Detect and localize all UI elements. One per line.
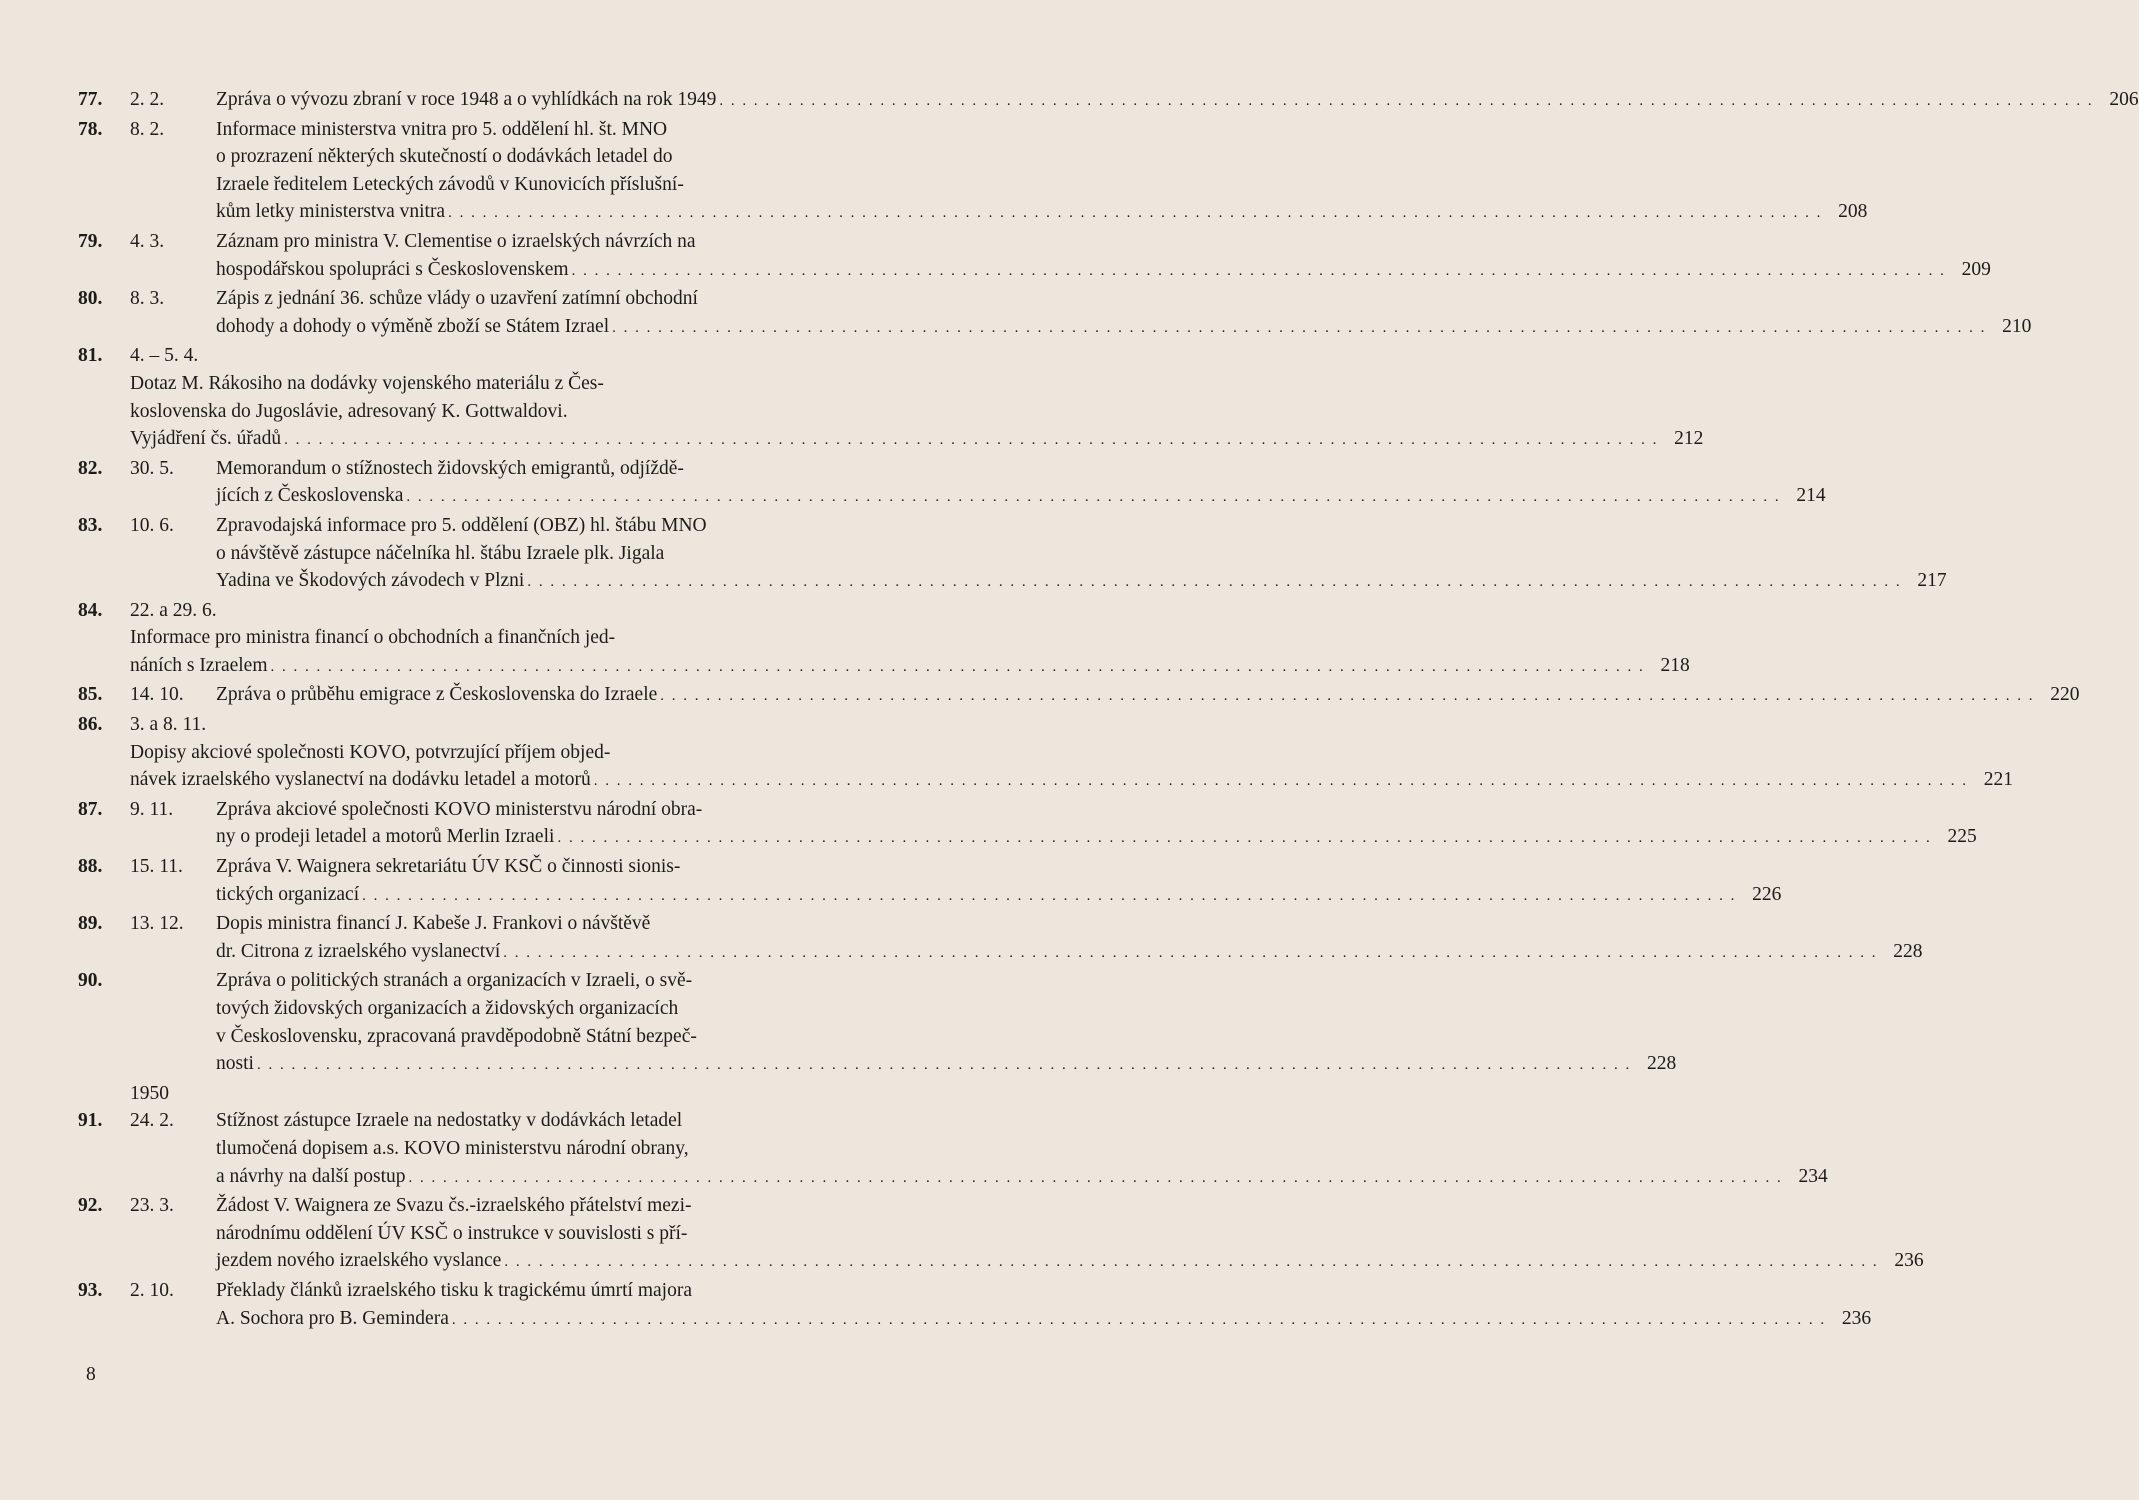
entry-page-number: 217 [1917,570,1947,592]
entry-number: 81. [78,345,103,367]
entry-title-last-line [216,482,1826,512]
toc-entry [78,910,1923,967]
toc-entry [78,342,1704,454]
entry-page-number: 228 [1646,1053,1677,1075]
entry-date: 3. a 8. 11. [130,714,207,736]
entry-page-number: 234 [1798,1165,1828,1187]
entry-title-line: nosti [216,1053,254,1075]
entry-date: 10. 6. [130,514,174,536]
entry-page-number: 209 [1961,258,1991,280]
entry-number: 87. [78,798,103,820]
entry-title-last-line [216,86,2139,116]
entry-page-number: 210 [2002,315,2032,337]
entry-date: 30. 5. [130,457,174,479]
entry-title [216,512,1947,597]
toc-entry [78,853,1782,910]
dot-leader: . . . . . . . . . . . . . . . . . . . . . . . . . . . . . . . . . . . . . . . . . . . . . . . . . . . . . . . . . . . . . . . . . . . . . . . . . . . . . . . . . . . . . . . . . . . . . . . . . . . . . . . . . . . . . . . . . . . . . . . . [284,432,1659,449]
toc-entry [78,285,2032,342]
entry-title [130,370,1704,455]
entry-title-line: Dopis ministra financí J. Kabeše J. Frankovi o návštěvě [216,913,651,935]
entry-title-line: Informace pro ministra financí o obchodních a finančních jed- [130,627,616,649]
entry-date: 8. 3. [130,288,165,310]
entry-number: 83. [78,514,103,536]
entry-title-last-line [216,938,1923,968]
entry-number: 79. [78,230,103,252]
entry-title [216,285,2032,342]
entry-title-last-line [130,425,1704,455]
entry-page-number: 218 [1660,654,1690,676]
entry-page-number: 226 [1752,883,1782,905]
dot-leader: . . . . . . . . . . . . . . . . . . . . . . . . . . . . . . . . . . . . . . . . . . . . . . . . . . . . . . . . . . . . . . . . . . . . . . . . . . . . . . . . . . . . . . . . . . . . . . . . . . . . . . . . . . . . . . . . . . . . . . . . [503,944,1878,961]
entry-number: 80. [78,288,103,310]
entry-page-number: 225 [1947,826,1977,848]
entry-number: 86. [78,714,103,736]
entry-title-line: o návštěvě zástupce náčelníka hl. štábu Izraele plk. Jigala [216,542,665,564]
entry-title-last-line [216,881,1782,911]
entry-title-last-line [216,1305,1872,1335]
entry-title-last-line [216,1247,1924,1277]
entry-title [216,86,2139,116]
entry-date: 13. 12. [130,913,184,935]
year-heading: 1950 [130,1082,169,1104]
entry-page-number: 221 [1983,769,2014,791]
entry-title-line: tických organizací [216,883,360,905]
entry-title-line: Zpráva akciové společnosti KOVO ministerstvu národní obra- [216,798,703,820]
entry-number: 90. [78,970,103,992]
dot-leader: . . . . . . . . . . . . . . . . . . . . . . . . . . . . . . . . . . . . . . . . . . . . . . . . . . . . . . . . . . . . . . . . . . . . . . . . . . . . . . . . . . . . . . . . . . . . . . . . . . . . . . . . . . . . . . . . . . . . . . . . [527,574,1902,591]
entry-title-last-line [216,823,1977,853]
entry-title [216,1107,1828,1192]
entry-title-line: Zpravodajská informace pro 5. oddělení (OBZ) hl. štábu MNO [216,514,707,536]
entry-title-line: Yadina ve Škodových závodech v Plzni [216,570,525,592]
entry-number: 91. [78,1110,103,1132]
table-of-contents [78,86,2139,1334]
toc-entry [78,455,1826,512]
entry-title [216,116,1868,228]
entry-date: 22. a 29. 6. [130,599,217,621]
entry-title-line: a návrhy na další postup [216,1165,406,1187]
entry-title-line: o prozrazení některých skutečností o dodávkách letadel do [216,146,673,168]
entry-number: 78. [78,118,103,140]
entry-title-line: Dotaz M. Rákosiho na dodávky vojenského materiálu z Čes- [130,372,604,394]
entry-number: 89. [78,913,103,935]
entry-title-line: Vyjádření čs. úřadů [130,428,282,450]
entry-title-last-line [216,681,2080,711]
entry-page-number: 208 [1838,201,1868,223]
entry-title-line: Žádost V. Waignera ze Svazu čs.-izraelského přátelství mezi- [216,1195,692,1217]
entry-date: 4. 3. [130,230,165,252]
dot-leader: . . . . . . . . . . . . . . . . . . . . . . . . . . . . . . . . . . . . . . . . . . . . . . . . . . . . . . . . . . . . . . . . . . . . . . . . . . . . . . . . . . . . . . . . . . . . . . . . . . . . . . . . . . . . . . . . . . . . . . . . [406,489,1781,506]
entry-date: 14. 10. [130,684,184,706]
entry-title-line: Zpráva V. Waignera sekretariátu ÚV KSČ o činnosti sionis- [216,856,681,878]
toc-entry [78,967,1677,1079]
entry-title-line: v Československu, zpracovaná pravděpodobně Státní bezpeč- [216,1025,697,1047]
entry-number: 85. [78,684,103,706]
entry-date: 24. 2. [130,1110,174,1132]
entry-title-line: Memorandum o stížnostech židovských emigrantů, odjíždě- [216,457,684,479]
entry-date: 15. 11. [130,856,183,878]
entry-title-line: dr. Citrona z izraelského vyslanectví [216,940,501,962]
toc-entry [78,711,2014,796]
entry-number: 77. [78,89,103,110]
entry-title-line: Záznam pro ministra V. Clementise o izraelských návrzích na [216,230,696,252]
entry-number: 84. [78,599,103,621]
entry-title-line: Stížnost zástupce Izraele na nedostatky v dodávkách letadel [216,1110,683,1132]
entry-title-line: Izraele ředitelem Leteckých závodů v Kunovicích příslušní- [216,173,684,195]
entry-title-line: náních s Izraelem [130,654,268,676]
toc-entry [78,1107,1828,1192]
entry-title-line: návek izraelského vyslanectví na dodávku letadel a motorů [130,769,591,791]
entry-number: 88. [78,856,103,878]
dot-leader: . . . . . . . . . . . . . . . . . . . . . . . . . . . . . . . . . . . . . . . . . . . . . . . . . . . . . . . . . . . . . . . . . . . . . . . . . . . . . . . . . . . . . . . . . . . . . . . . . . . . . . . . . . . . . . . . . . . . . . . . [593,773,1969,790]
entry-title [216,853,1782,910]
entry-title [216,1277,1872,1334]
entry-date: 2. 2. [130,89,165,110]
entry-title-last-line [216,198,1868,228]
dot-leader: . . . . . . . . . . . . . . . . . . . . . . . . . . . . . . . . . . . . . . . . . . . . . . . . . . . . . . . . . . . . . . . . . . . . . . . . . . . . . . . . . . . . . . . . . . . . . . . . . . . . . . . . . . . . . . . . . . . . . . . . [451,1311,1827,1328]
dot-leader: . . . . . . . . . . . . . . . . . . . . . . . . . . . . . . . . . . . . . . . . . . . . . . . . . . . . . . . . . . . . . . . . . . . . . . . . . . . . . . . . . . . . . . . . . . . . . . . . . . . . . . . . . . . . . . . . . . . . . . . . [719,93,2094,109]
entry-title-line: Překlady článků izraelského tisku k tragickému úmrtí majora [216,1279,692,1301]
entry-title-line: Zápis z jednání 36. schůze vlády o uzavření zatímní obchodní [216,288,698,310]
entry-title-line: Dopisy akciové společnosti KOVO, potvrzující příjem objed- [130,741,611,763]
dot-leader: . . . . . . . . . . . . . . . . . . . . . . . . . . . . . . . . . . . . . . . . . . . . . . . . . . . . . . . . . . . . . . . . . . . . . . . . . . . . . . . . . . . . . . . . . . . . . . . . . . . . . . . . . . . . . . . . . . . . . . . . [571,262,1946,279]
entry-title-last-line [216,1163,1828,1193]
dot-leader: . . . . . . . . . . . . . . . . . . . . . . . . . . . . . . . . . . . . . . . . . . . . . . . . . . . . . . . . . . . . . . . . . . . . . . . . . . . . . . . . . . . . . . . . . . . . . . . . . . . . . . . . . . . . . . . . . . . . . . . . [612,319,1987,336]
entry-page-number: 236 [1841,1307,1872,1329]
entry-title-line: Zpráva o politických stranách a organizacích v Izraeli, o svě- [216,970,693,992]
entry-title-line: Zpráva o průběhu emigrace z Československa do Izraele [216,684,658,706]
dot-leader: . . . . . . . . . . . . . . . . . . . . . . . . . . . . . . . . . . . . . . . . . . . . . . . . . . . . . . . . . . . . . . . . . . . . . . . . . . . . . . . . . . . . . . . . . . . . . . . . . . . . . . . . . . . . . . . . . . . . . . . . [270,658,1645,675]
entry-title-last-line [130,766,2014,796]
entry-title [130,739,2014,796]
entry-page-number: 214 [1796,485,1826,507]
entry-title [216,910,1923,967]
entry-title [216,1192,1924,1277]
entry-title-line: ny o prodeji letadel a motorů Merlin Izraeli [216,826,555,848]
entry-title-line: jících z Československa [216,485,404,507]
entry-page-number: 228 [1893,940,1923,962]
entry-title-line: kům letky ministerstva vnitra [216,201,446,223]
toc-entry [78,796,1977,853]
dot-leader: . . . . . . . . . . . . . . . . . . . . . . . . . . . . . . . . . . . . . . . . . . . . . . . . . . . . . . . . . . . . . . . . . . . . . . . . . . . . . . . . . . . . . . . . . . . . . . . . . . . . . . . . . . . . . . . . . . . . . . . . [362,887,1737,904]
toc-entry [78,512,1947,597]
entry-title [216,228,1991,285]
entry-title-line: tlumočená dopisem a.s. KOVO ministerstvu národní obrany, [216,1137,689,1159]
entry-title-last-line [216,313,2032,343]
entry-title [130,624,1690,681]
entry-number: 82. [78,457,103,479]
page-number: 8 [86,1364,96,1385]
entry-number: 93. [78,1279,103,1301]
entry-date: 2. 10. [130,1279,174,1301]
entry-date: 4. – 5. 4. [130,345,199,367]
entry-title [216,796,1977,853]
toc-entry [78,681,2080,711]
entry-title-line: Zpráva o vývozu zbraní v roce 1948 a o vyhlídkách na rok 1949 [216,89,717,110]
entry-date: 8. 2. [130,118,165,140]
entry-title [216,455,1826,512]
toc-entry [78,597,1690,682]
entry-title-last-line [216,1050,1677,1080]
entry-title [216,967,1677,1079]
entry-title-line: hospodářskou spolupráci s Československem [216,258,569,280]
entry-date: 23. 3. [130,1195,174,1217]
dot-leader: . . . . . . . . . . . . . . . . . . . . . . . . . . . . . . . . . . . . . . . . . . . . . . . . . . . . . . . . . . . . . . . . . . . . . . . . . . . . . . . . . . . . . . . . . . . . . . . . . . . . . . . . . . . . . . . . . . . . . . . . [557,830,1932,847]
entry-title-line: koslovenska do Jugoslávie, adresovaný K. Gottwaldovi. [130,400,568,422]
toc-entry [78,1277,1872,1334]
toc-entry [78,116,1868,228]
toc-entry [78,228,1991,285]
toc-entry [78,1192,1924,1277]
dot-leader: . . . . . . . . . . . . . . . . . . . . . . . . . . . . . . . . . . . . . . . . . . . . . . . . . . . . . . . . . . . . . . . . . . . . . . . . . . . . . . . . . . . . . . . . . . . . . . . . . . . . . . . . . . . . . . . . . . . . . . . . [256,1057,1632,1074]
entry-title-line: A. Sochora pro B. Gemindera [216,1307,449,1329]
toc-entry [78,86,2139,116]
entry-page-number: 236 [1894,1250,1924,1272]
entry-page-number: 212 [1674,428,1704,450]
entry-date: 9. 11. [130,798,174,820]
dot-leader: . . . . . . . . . . . . . . . . . . . . . . . . . . . . . . . . . . . . . . . . . . . . . . . . . . . . . . . . . . . . . . . . . . . . . . . . . . . . . . . . . . . . . . . . . . . . . . . . . . . . . . . . . . . . . . . . . . . . . . . . [504,1254,1879,1271]
dot-leader: . . . . . . . . . . . . . . . . . . . . . . . . . . . . . . . . . . . . . . . . . . . . . . . . . . . . . . . . . . . . . . . . . . . . . . . . . . . . . . . . . . . . . . . . . . . . . . . . . . . . . . . . . . . . . . . . . . . . . . . . [408,1169,1783,1186]
dot-leader: . . . . . . . . . . . . . . . . . . . . . . . . . . . . . . . . . . . . . . . . . . . . . . . . . . . . . . . . . . . . . . . . . . . . . . . . . . . . . . . . . . . . . . . . . . . . . . . . . . . . . . . . . . . . . . . . . . . . . . . . [660,688,2035,705]
entry-title-last-line [216,256,1991,286]
entry-title [216,681,2080,711]
entry-title-line: jezdem nového izraelského vyslance [216,1250,502,1272]
entry-title-last-line [130,652,1690,682]
entry-title-last-line [216,567,1947,597]
entry-title-line: dohody a dohody o výměně zboží se Státem Izrael [216,315,610,337]
entry-title-line: tových židovských organizacích a židovských organizacích [216,998,679,1019]
entry-page-number: 220 [2050,684,2080,706]
entry-number: 92. [78,1195,103,1217]
entry-page-number: 206 [2109,89,2139,110]
entry-title-line: národnímu oddělení ÚV KSČ o instrukce v souvislosti s pří- [216,1222,688,1244]
dot-leader: . . . . . . . . . . . . . . . . . . . . . . . . . . . . . . . . . . . . . . . . . . . . . . . . . . . . . . . . . . . . . . . . . . . . . . . . . . . . . . . . . . . . . . . . . . . . . . . . . . . . . . . . . . . . . . . . . . . . . . . . [448,205,1823,222]
entry-title-line: Informace ministerstva vnitra pro 5. oddělení hl. št. MNO [216,118,668,140]
